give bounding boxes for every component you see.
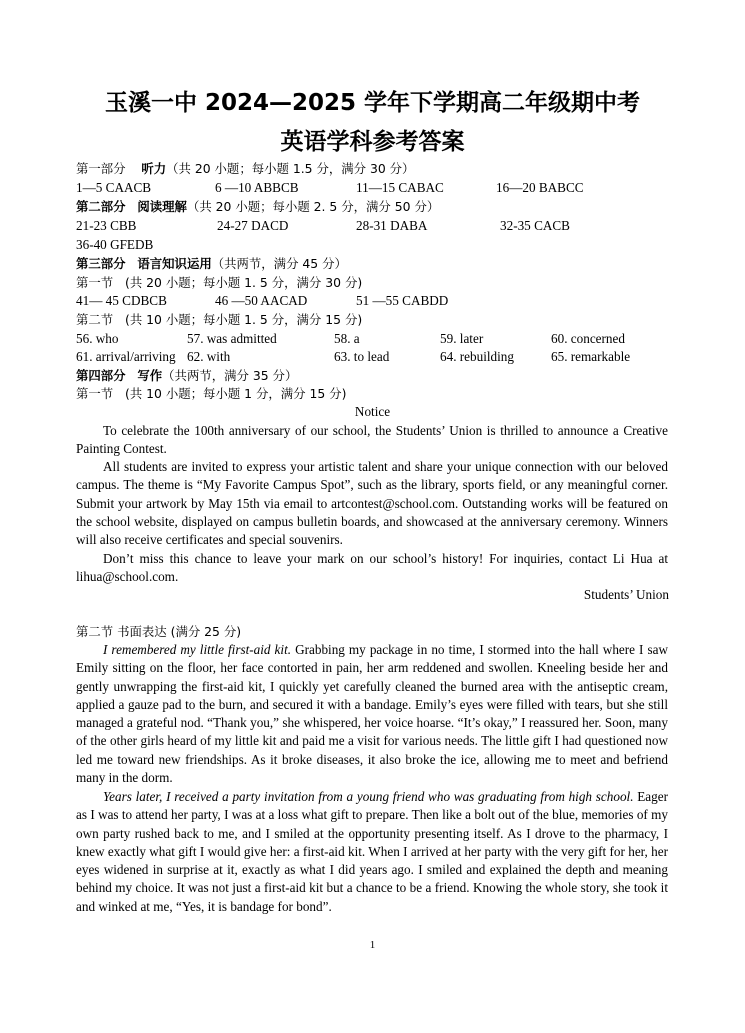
part3-sec1-info: (共 20 小题；每小题 1. 5 分，满分 30 分) [125, 275, 363, 290]
part4-name: 写作 [137, 368, 163, 383]
part1-info: （共 20 小题；每小题 1.5 分，满分 30 分） [166, 161, 415, 176]
part4-header [76, 367, 297, 385]
part4-section1-header [76, 385, 346, 403]
essay-p1-body: Grabbing my package in no time, I stormed into the hall where I saw Emily sitting on the floor, her face contorted in pain, her arm reddened and swollen. Kneeling beside her and gently unwrapping the first-aid kit, I quickly yet carefully cleaned the burned area with the antiseptic cream, applied a gauze pad to the burn, and secured it with a bandage. Emily’s eyes were filled with tears, but she still managed a grateful nod. “Thank you,” she whispered, her voice hoarse. “It’s okay,” I reassured her. Soon, many of the other girls heard of my little kit and paid me a visit for various needs. The little gift I had questioned now led me toward new friendships. As it broke diseases, it also broke the ice, allowing me to meet and befriend many in the dorm. [76, 642, 668, 786]
answer-group: 28-31 DABA [356, 218, 428, 233]
notice-title: Notice [354, 404, 391, 419]
page-title-line1: 玉溪一中 2024—2025 学年下学期高二年级期中考 [104, 90, 641, 116]
grammar-answer: 60. concerned [551, 331, 625, 346]
essay-p1-lead: I remembered my little first-aid kit. [103, 642, 292, 657]
answer-group: 16—20 BABCC [496, 180, 584, 195]
part2-name: 阅读理解 [137, 199, 187, 214]
grammar-answer: 56. who [76, 331, 119, 346]
notice-paragraph: To celebrate the 100th anniversary of our school, the Students’ Union is thrilled to announce a Creative Painting Contest. [76, 423, 668, 457]
page-title-line2: 英语学科参考答案 [280, 129, 465, 155]
answer-group: 41— 45 CDBCB [76, 293, 167, 308]
part3-header [76, 255, 347, 273]
notice-paragraph: Don’t miss this chance to leave your mark on our school’s history! For inquiries, contact Li Hua at lihua@school.com. [76, 551, 668, 585]
part4-sec1-label: 第一节 [76, 386, 114, 401]
essay-p2-lead: Years later, I received a party invitation from a young friend who was graduating from high school. [103, 789, 634, 804]
answer-group: 1—5 CAACB [76, 180, 152, 195]
answer-group: 32-35 CACB [500, 218, 570, 233]
part2-label: 第二部分 [76, 199, 126, 214]
part4-section2-header: 第二节 书面表达 (满分 25 分) [76, 624, 242, 639]
answer-group: 21-23 CBB [76, 218, 137, 233]
essay-paragraph-2 [76, 788, 668, 916]
part4-label: 第四部分 [76, 368, 126, 383]
grammar-answer: 65. remarkable [551, 349, 631, 364]
grammar-answer: 61. arrival/arriving [76, 349, 176, 364]
part3-section1-header [76, 274, 362, 292]
part1-label: 第一部分 [76, 161, 126, 176]
answer-group: 51 —55 CABDD [356, 293, 449, 308]
part3-sec1-label: 第一节 [76, 275, 114, 290]
grammar-answer: 58. a [334, 331, 360, 346]
essay-p2-body: Eager as I was to attend her party, I was at a loss what gift to prepare. Then like a bolt out of the blue, memories of my own party rushed back to me, and I smiled at the opportunity presenting itself. As I drove to the pharmacy, I knew exactly what gift I would give her: a first-aid kit. When I arrived at her party with the very gift for her, her eyes widened in surprise at it, exactly as what I did years ago. I smiled and explained the depth and meaning behind my choice. It was not just a first-aid kit but a chance to be a friend. Knowing the whole story, she took it and winked at me, “Yes, it is bandage for bond”. [76, 789, 668, 914]
notice-paragraph: All students are invited to express your artistic talent and share your unique connection with our beloved campus. The theme is “My Favorite Campus Spot”, such as the library, sports field, or any meaningful corner. Submit your artwork by May 15th via email to artcontest@school.com. Outstanding works will be featured on the school website, displayed on campus bulletin boards, and showcased at the anniversary ceremony. Winners will also receive certificates and special souvenirs. [76, 459, 668, 548]
grammar-answer: 64. rebuilding [440, 349, 514, 364]
grammar-answer: 59. later [440, 331, 484, 346]
part3-info: （共两节，满分 45 分） [211, 256, 347, 271]
part4-sec1-info: (共 10 小题；每小题 1 分，满分 15 分) [125, 386, 347, 401]
part3-sec2-info: (共 10 小题；每小题 1. 5 分，满分 15 分) [125, 312, 363, 327]
part2-info: （共 20 小题；每小题 2. 5 分，满分 50 分） [186, 199, 440, 214]
part1-name: 听力 [141, 161, 167, 176]
part2-header [76, 198, 439, 216]
grammar-answer: 63. to lead [334, 349, 390, 364]
part1-header [76, 160, 414, 178]
answer-group: 24-27 DACD [217, 218, 289, 233]
part3-name: 语言知识运用 [137, 256, 212, 271]
answer-group: 6 —10 ABBCB [215, 180, 299, 195]
part4-info: （共两节，满分 35 分） [162, 368, 298, 383]
grammar-answer: 57. was admitted [187, 331, 277, 346]
notice-signature: Students’ Union [583, 587, 669, 602]
page-number: 1 [369, 939, 376, 951]
part3-label: 第三部分 [76, 256, 126, 271]
answer-group: 36-40 GFEDB [76, 237, 154, 252]
essay-paragraph-1 [76, 641, 668, 787]
part3-sec2-label: 第二节 [76, 312, 114, 327]
part3-section2-header [76, 311, 362, 329]
grammar-answer: 62. with [187, 349, 231, 364]
answer-group: 46 —50 AACAD [215, 293, 308, 308]
answer-group: 11—15 CABAC [356, 180, 444, 195]
